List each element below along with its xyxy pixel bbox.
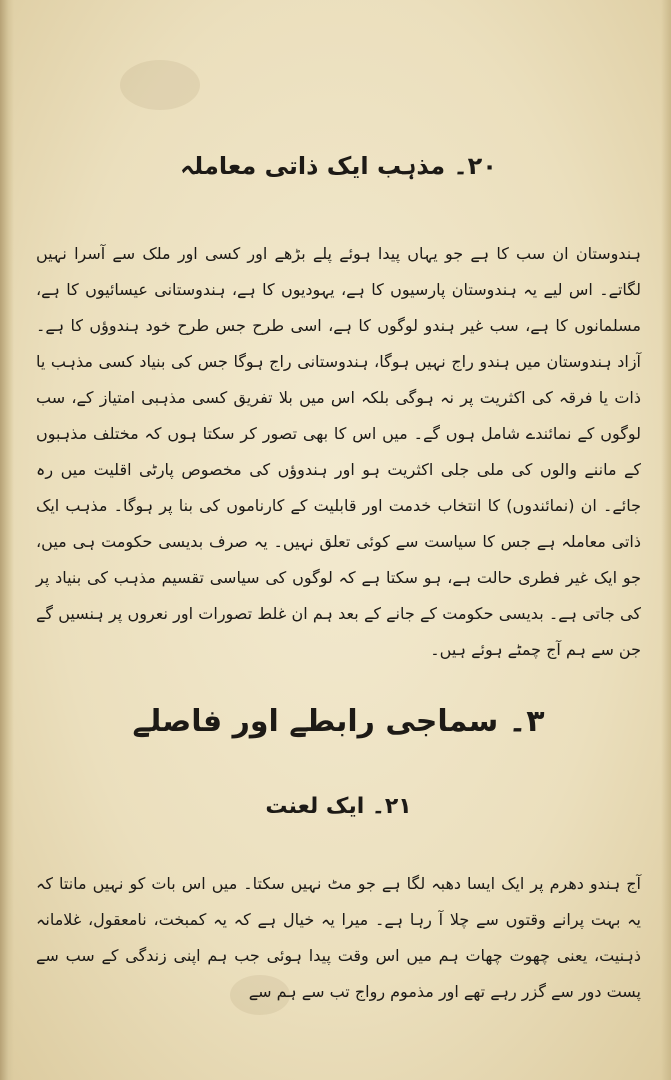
paper-stain <box>120 60 200 110</box>
page-right-edge-shadow <box>661 0 671 1080</box>
page-left-edge-shadow <box>0 0 14 1080</box>
section-heading-a-curse: ٢١۔ ایک لعنت <box>265 794 412 819</box>
section-heading-religion-personal-matter: ٢٠۔ مذہب ایک ذاتی معاملہ <box>180 152 497 180</box>
chapter-heading-social-relations: ٣۔ سماجی رابطے اور فاصلے <box>132 704 545 739</box>
section-paragraph-religion: ہندوستان ان سب کا ہے جو یہاں پیدا ہوئے پلے بڑھے اور کسی اور ملک سے آسرا نہیں لگاتے۔ اس لیے یہ ہندوستان پارسیوں کا ہے، یہودیوں کا ہے، ہندوستانی عیسائیوں کا ہے، مسلمانوں کا ہے، سب غیر ہندو لوگوں کا ہے، اسی طرح جس طرح خود ہندوؤں کا ہے۔ آزاد ہندوستان میں ہندو راج نہیں ہوگا، ہندوستانی راج ہوگا جس کی بنیاد کسی مذہب یا ذات یا فرقہ کی اکثریت پر نہ ہوگی بلکہ اس میں بلا تفریق کسی مذہبی امتیاز کے، سب لوگوں کے نمائندے شامل ہوں گے۔ میں اس کا بھی تصور کر سکتا ہوں کہ مختلف مذہبوں کے ماننے والوں کی ملی جلی اکثریت ہو اور ہندوؤں کی مخصوص پارٹی اقلیت میں رہ جائے۔ ان (نمائندوں) کا انتخاب خدمت اور قابلیت کے کارناموں کی بنا پر ہوگا۔ مذہب ایک ذاتی معاملہ ہے جس کا سیاست سے کوئی تعلق نہیں۔ یہ صرف بدیسی حکومت ہی میں، جو ایک غیر فطری حالت ہے، ہو سکتا ہے کہ لوگوں کی سیاسی تقسیم مذہب کی بنیاد پر کی جاتی ہے۔ بدیسی حکومت کے جانے کے بعد ہم ان غلط تصورات اور نعروں پر ہنسیں گے جن سے ہم آج چمٹے ہوئے ہیں۔ <box>36 244 641 659</box>
section-paragraph-curse: آج ہندو دھرم پر ایک ایسا دھبہ لگا ہے جو مٹ نہیں سکتا۔ میں اس بات کو نہیں مانتا کہ یہ بہت پرانے وقتوں سے چلا آ رہا ہے۔ میرا یہ خیال ہے کہ یہ کمبخت، نامعقول، غلامانہ ذہنیت، یعنی چھوت چھات ہم میں اس وقت پیدا ہوئی جب ہم اپنی زندگی کے سب سے پست دور سے گزر رہے تھے اور مذموم رواج تب سے ہم سے <box>36 874 641 1001</box>
